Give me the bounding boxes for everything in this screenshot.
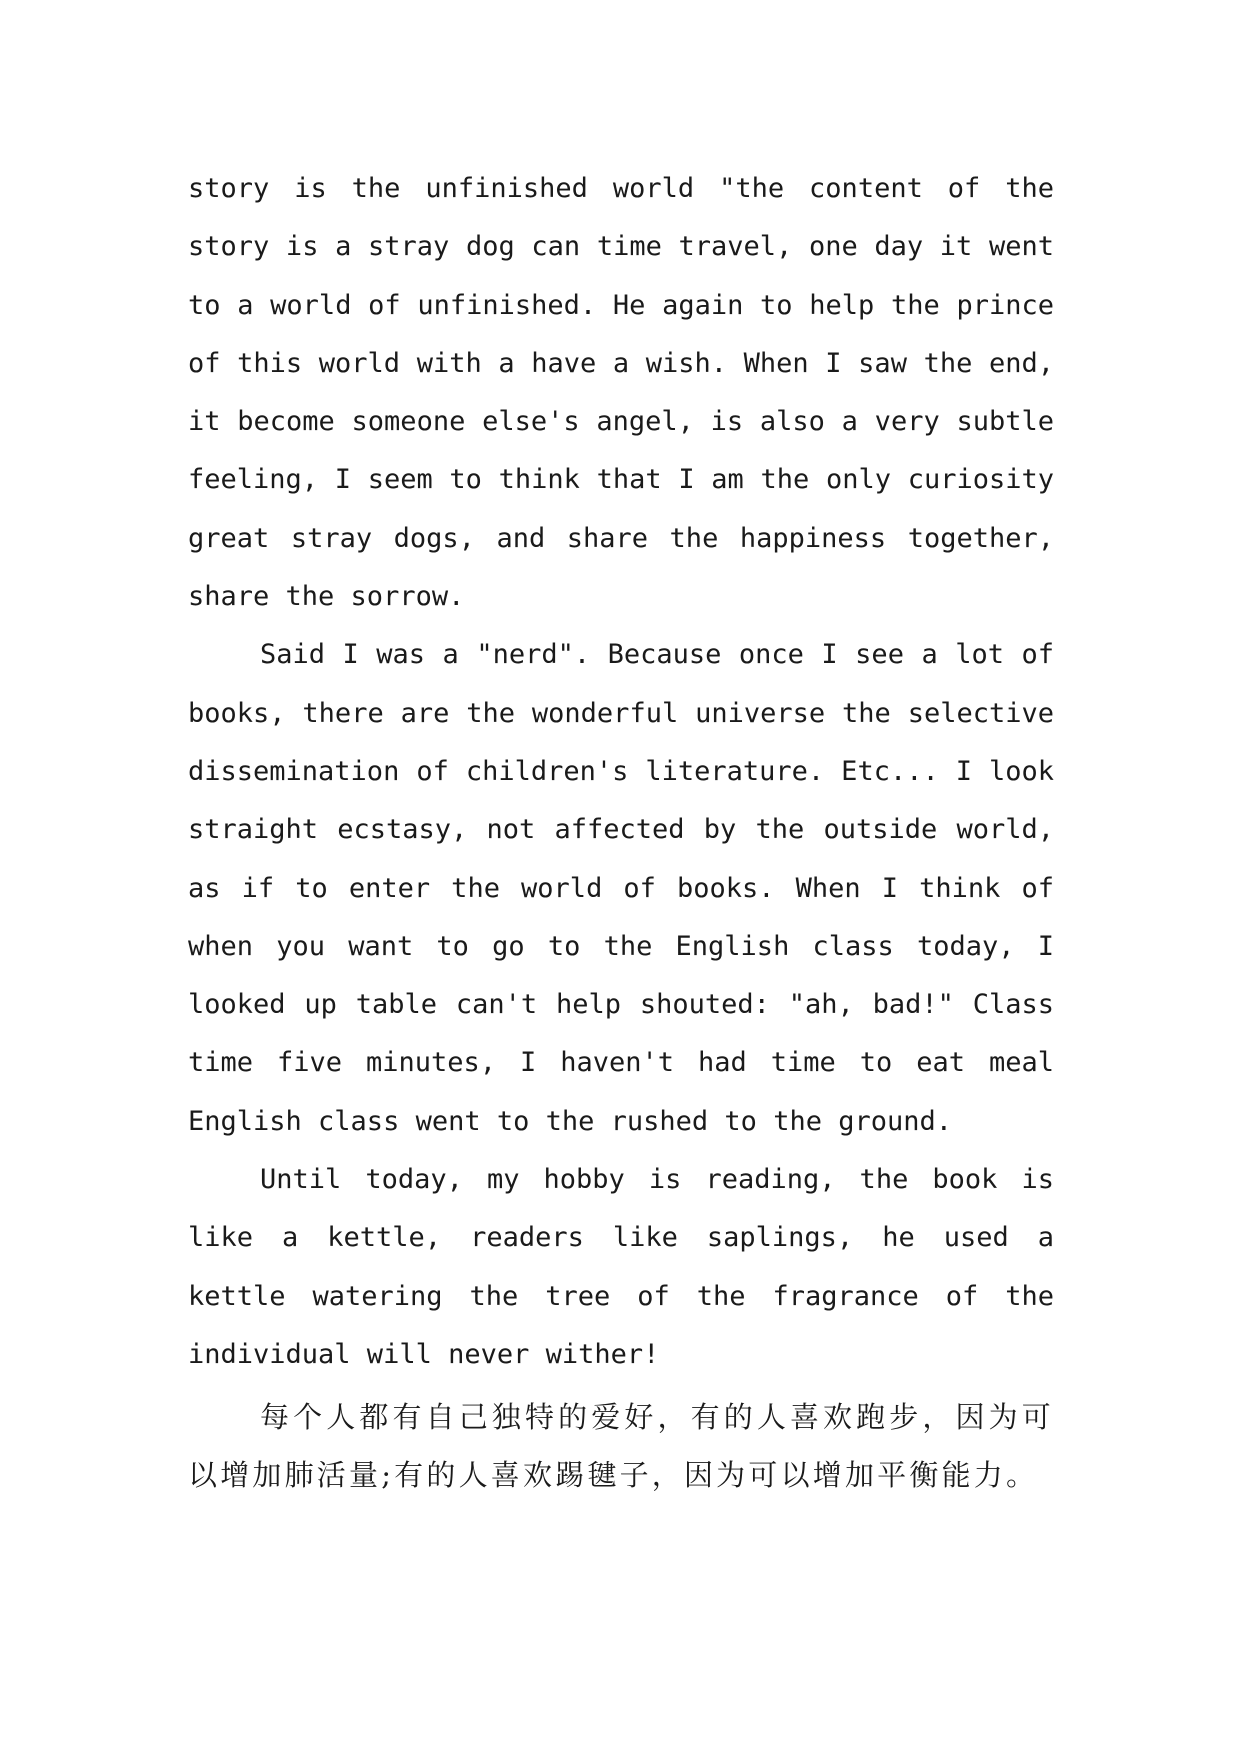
paragraph-hobby: Until today, my hobby is reading, the book is like a kettle, readers like saplings, he used a kettle watering the tree of the fragrance of the individual will never wither! <box>188 1164 1054 1370</box>
paragraph-story: story is the unfinished world "the content of the story is a stray dog can time travel, one day it went to a world of unfinished. He again to help the prince of this world with a have a wish. When I saw the end, it become someone else's angel, is also a very subtle feeling, I seem to think that I am the only curiosity great stray dogs, and share the happiness together, share the sorrow. <box>188 173 1054 613</box>
paragraph-nerd: Said I was a "nerd". Because once I see a lot of books, there are the wonderful universe the selective dissemination of children's literature. Etc... I look straight ecstasy, not affected by the outside world, as if to enter the world of books. When I think of when you want to go to the English class today, I looked up table can't help shouted: "ah, bad!" Class time five minutes, I haven't had time to eat meal English class went to the rushed to the ground. <box>188 639 1054 1137</box>
paragraph-chinese: 每个人都有自己独特的爱好，有的人喜欢跑步，因为可以增加肺活量;有的人喜欢踢毽子，因为可以增加平衡能力。 <box>188 1400 1054 1493</box>
body-text <box>188 160 1054 1504</box>
